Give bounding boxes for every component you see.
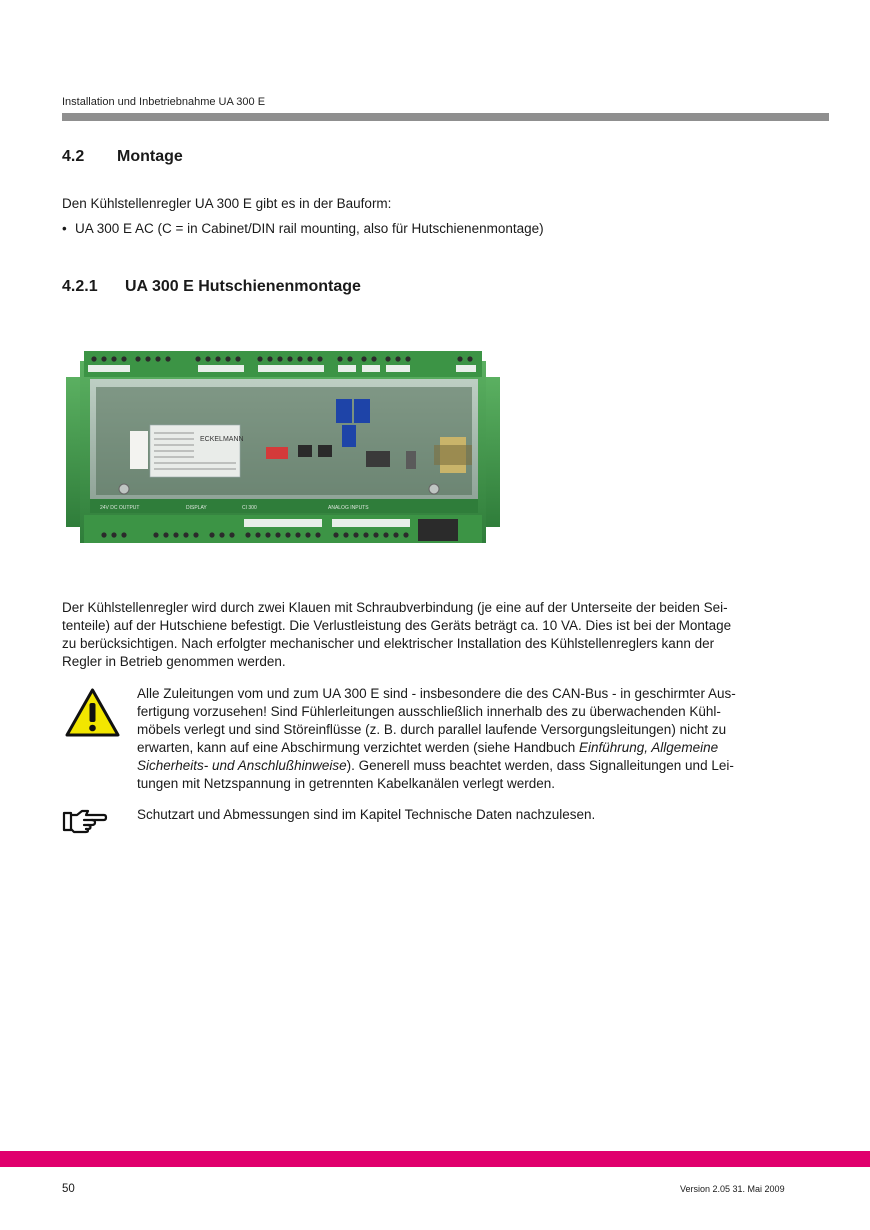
version-info: Version 2.05 31. Mai 2009 bbox=[680, 1184, 785, 1194]
note-text: Schutzart und Abmessungen sind im Kapitel Technische Daten nachzulesen. bbox=[137, 807, 596, 822]
warning-text-plain: erwarten, kann auf eine Abschirmung verzichtet werden (siehe Handbuch bbox=[137, 740, 579, 755]
paragraph-line: tenteile) auf der Hutschiene befestigt. Die Verlustleistung des Geräts beträgt ca. 10 VA. Dies ist bei der Montage bbox=[62, 618, 732, 633]
bullet-text: UA 300 E AC (C = in Cabinet/DIN rail mounting, also für Hutschienenmontage) bbox=[75, 221, 544, 236]
manual-reference-cont: Sicherheits- und Anschlußhinweise bbox=[137, 758, 347, 773]
label-24v: 24V DC OUTPUT bbox=[100, 505, 140, 511]
paragraph-line: Der Kühlstellenregler wird durch zwei Klauen mit Schraubverbindung (je eine auf der Unterseite der beiden Sei- bbox=[62, 600, 728, 615]
warning-text bbox=[137, 685, 789, 793]
device-photo bbox=[66, 347, 500, 553]
section-heading bbox=[62, 148, 183, 166]
label-analog: ANALOG INPUTS bbox=[328, 505, 369, 511]
intro-text: Den Kühlstellenregler UA 300 E gibt es in der Bauform: bbox=[62, 196, 392, 211]
pointing-hand-icon bbox=[62, 808, 108, 834]
manual-reference: Einführung, Allgemeine bbox=[579, 740, 719, 755]
label-display: DISPLAY bbox=[186, 505, 207, 511]
label-ci300: CI 300 bbox=[242, 505, 257, 511]
paragraph-line: zu berücksichtigen. Nach erfolgter mechanischer und elektrischer Installation des Kühlstellenreglers kann der bbox=[62, 636, 715, 651]
running-header: Installation und Inbetriebnahme UA 300 E bbox=[62, 96, 266, 108]
warning-line: Alle Zuleitungen vom und zum UA 300 E sind - insbesondere die des CAN-Bus - in geschirmter Aus- bbox=[137, 686, 736, 701]
subsection-heading bbox=[62, 278, 361, 296]
warning-line bbox=[137, 739, 789, 757]
mounting-paragraph bbox=[62, 599, 787, 671]
footer-bar bbox=[0, 1151, 870, 1167]
paragraph-line: Regler in Betrieb genommen werden. bbox=[62, 654, 286, 669]
section-title: Montage bbox=[117, 148, 183, 165]
bullet-marker: • bbox=[62, 221, 67, 236]
brand-label: ECKELMANN bbox=[200, 436, 244, 443]
bullet-item bbox=[62, 220, 544, 238]
warning-line: möbels verlegt und sind Störeinflüsse (z. B. durch parallel laufende Versorgungsleitungen) nicht zu bbox=[137, 722, 727, 737]
warning-triangle-icon bbox=[65, 688, 120, 738]
subsection-title: UA 300 E Hutschienenmontage bbox=[125, 278, 361, 295]
warning-text-plain: ). Generell muss beachtet werden, dass Signalleitungen und Lei- bbox=[346, 758, 734, 773]
warning-line bbox=[137, 757, 789, 775]
page-number: 50 bbox=[62, 1183, 75, 1195]
header-rule bbox=[62, 113, 829, 121]
subsection-number: 4.2.1 bbox=[62, 278, 98, 295]
section-number: 4.2 bbox=[62, 148, 85, 165]
warning-line: fertigung vorzusehen! Sind Fühlerleitungen ausschließlich innerhalb des zu überwachenden Kühl- bbox=[137, 704, 721, 719]
warning-line: tungen mit Netzspannung in getrennten Kabelkanälen verlegt werden. bbox=[137, 776, 556, 791]
